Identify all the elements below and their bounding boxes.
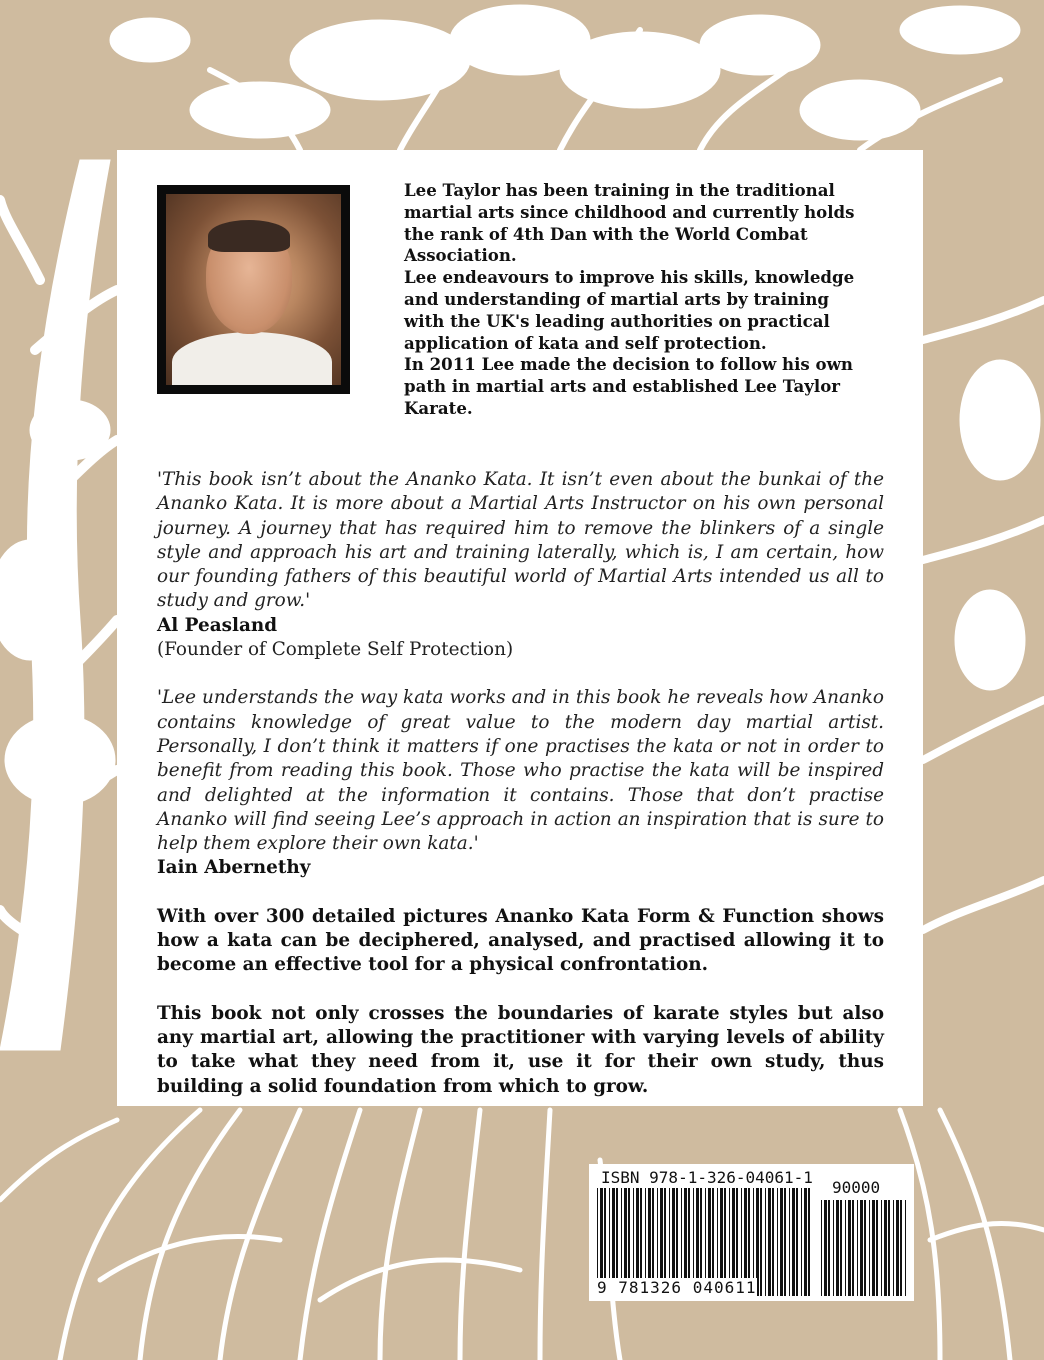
barcode-bar bbox=[821, 1200, 822, 1296]
ean-digits: 9 781326 040611 bbox=[597, 1278, 757, 1297]
barcode-bar bbox=[768, 1188, 771, 1296]
barcode-bar bbox=[845, 1200, 846, 1296]
karate-gi bbox=[172, 332, 332, 385]
testimonial-affiliation-1: (Founder of Complete Self Protection) bbox=[157, 639, 514, 661]
isbn-label: ISBN 978-1-326-04061-1 bbox=[601, 1168, 813, 1187]
barcode-bar bbox=[789, 1188, 790, 1296]
barcode-bar bbox=[840, 1200, 842, 1296]
testimonial-author-1: Al Peasland bbox=[157, 614, 278, 636]
testimonial-quote-1: 'This book isn’t about the Ananko Kata. It isn’t even about the bunkai of the Ananko Kata. It is more about a Martial Arts Instructor on his own personal journey. A journey that has required him to remove the blinkers of a single style and approach his art and training laterally, which is, I am certain, how our founding fathers of this beautiful world of Martial Arts intended us all to study and grow.' bbox=[157, 469, 884, 612]
barcode-bar bbox=[772, 1188, 774, 1296]
barcode-bar bbox=[836, 1200, 839, 1296]
barcode-bar bbox=[828, 1200, 830, 1296]
barcode-bar bbox=[900, 1200, 902, 1296]
barcode-bar bbox=[796, 1188, 798, 1296]
author-bio bbox=[404, 180, 874, 420]
barcode-bar bbox=[869, 1200, 870, 1296]
author-photo bbox=[157, 185, 350, 394]
content-panel bbox=[117, 150, 923, 1106]
barcode-bar bbox=[804, 1188, 807, 1296]
barcode-bar bbox=[780, 1188, 783, 1296]
blurb-paragraph-2: This book not only crosses the boundaries of karate styles but also any martial art, allowing the practitioner with varying levels of ability to take what they need from it, use it for their own study, thus building a solid foundation from which to grow. bbox=[157, 1002, 884, 1097]
bio-paragraph-2: Lee endeavours to improve his skills, knowledge and understanding of martial arts by training with the UK's leading authorities on practical application of kata and self protection. bbox=[404, 267, 855, 353]
testimonial-quote-2: 'Lee understands the way kata works and in this book he reveals how Ananko contains knowledge of great value to the modern day martial artist. Personally, I don’t think it matters if one practises the kata or not in order to benefit from reading this book. Those who practise the kata will be inspired and delighted at the information it contains. Those that don’t practise Ananko will find seeing Lee’s approach in action an inspiration that is sure to help them explore their own kata.' bbox=[157, 687, 884, 855]
barcode-bar bbox=[864, 1200, 866, 1296]
barcode-bar bbox=[857, 1200, 858, 1296]
barcode-bar bbox=[808, 1188, 810, 1296]
barcode-bar bbox=[833, 1200, 834, 1296]
barcode-bar bbox=[824, 1200, 827, 1296]
barcode-bar bbox=[860, 1200, 863, 1296]
barcode-bar bbox=[852, 1200, 854, 1296]
barcode-bar bbox=[777, 1188, 778, 1296]
barcode-bar bbox=[896, 1200, 899, 1296]
blurb-paragraph-1: With over 300 detailed pictures Ananko Kata Form & Function shows how a kata can be deciphered, analysed, and practised allowing it to become an effective tool for a physical confrontation. bbox=[157, 905, 884, 976]
author-hair bbox=[208, 220, 290, 252]
testimonials bbox=[157, 468, 884, 1099]
isbn-barcode bbox=[589, 1164, 914, 1301]
barcode-bar bbox=[784, 1188, 786, 1296]
barcode-bar bbox=[905, 1200, 906, 1296]
author-portrait bbox=[166, 194, 341, 385]
bio-paragraph-3: In 2011 Lee made the decision to follow his own path in martial arts and established Lee Taylor Karate. bbox=[404, 354, 853, 418]
barcode-bar bbox=[893, 1200, 894, 1296]
barcode-bar bbox=[765, 1188, 766, 1296]
barcode-bar bbox=[792, 1188, 795, 1296]
barcode-bar bbox=[884, 1200, 887, 1296]
barcode-bar bbox=[872, 1200, 875, 1296]
barcode-bar bbox=[760, 1188, 762, 1296]
bio-paragraph-1: Lee Taylor has been training in the traditional martial arts since childhood and currently holds the rank of 4th Dan with the World Combat Association. bbox=[404, 180, 855, 266]
barcode-bar bbox=[848, 1200, 851, 1296]
barcode-bar bbox=[888, 1200, 890, 1296]
barcode-bar bbox=[881, 1200, 882, 1296]
barcode-bar bbox=[876, 1200, 878, 1296]
barcode-bar bbox=[801, 1188, 802, 1296]
testimonial-author-2: Iain Abernethy bbox=[157, 857, 311, 879]
price-code: 90000 bbox=[832, 1178, 881, 1197]
